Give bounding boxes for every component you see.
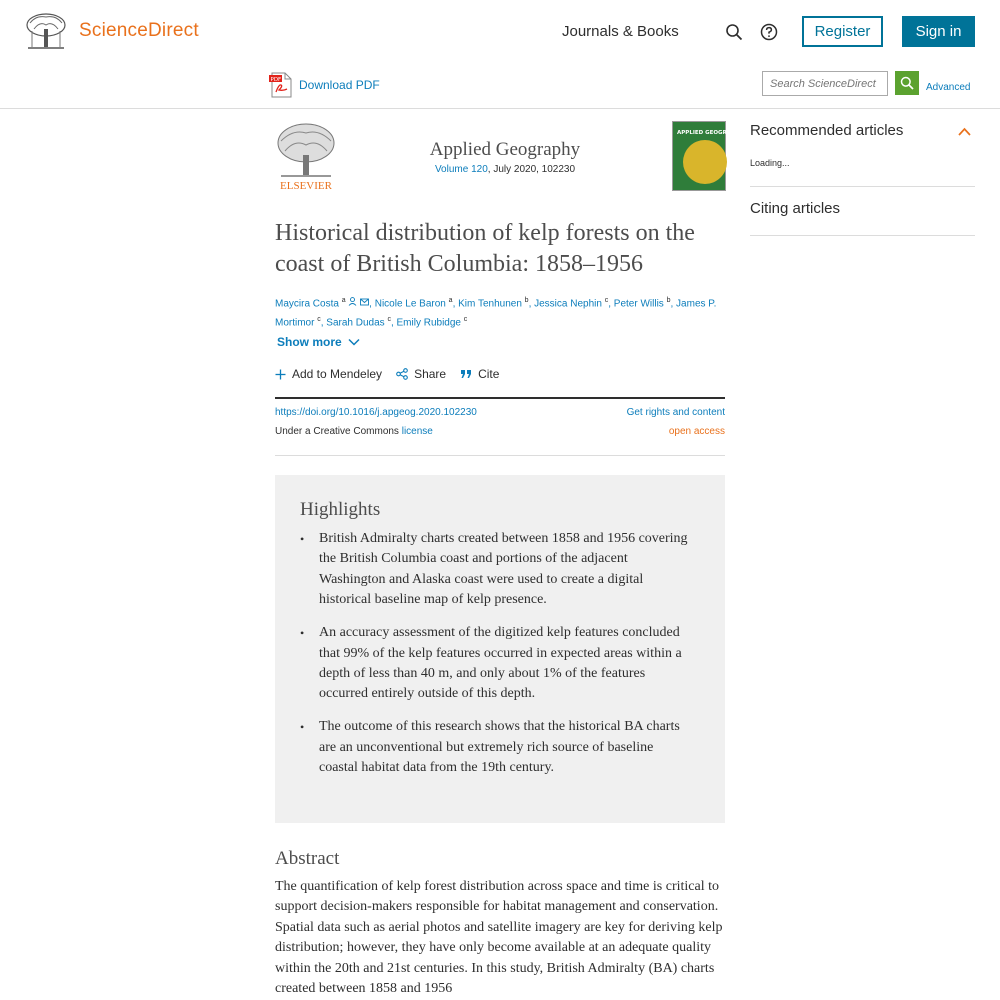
journal-title[interactable]: Applied Geography (429, 139, 581, 160)
author-link[interactable]: Maycira Costa (275, 298, 339, 310)
download-pdf-link[interactable]: Download PDF (299, 78, 380, 92)
author-link[interactable]: Nicole Le Baron (374, 298, 446, 310)
help-icon[interactable] (760, 23, 778, 41)
volume-details: , July 2020, 102230 (487, 164, 576, 175)
add-to-mendeley-label: Add to Mendeley (292, 367, 383, 381)
abstract-title: Abstract (275, 848, 340, 869)
author-link[interactable]: Peter Willis (613, 298, 664, 310)
person-icon[interactable] (348, 297, 357, 306)
author-affiliation[interactable]: a (341, 297, 346, 304)
svg-text:ELSEVIER: ELSEVIER (280, 180, 332, 192)
volume-link[interactable]: Volume 120 (434, 164, 488, 175)
recommended-articles-header[interactable] (750, 122, 975, 142)
quote-icon (460, 369, 472, 379)
highlights-title: Highlights (300, 499, 381, 520)
elsevier-tree-logo-icon[interactable] (24, 11, 68, 51)
author-link[interactable]: Kim Tenhunen (458, 298, 522, 310)
share-label: Share (414, 367, 447, 381)
highlight-item: • British Admiralty charts created between 1858 and 1956 covering the British Columbia coast and portions of the adjacent Washington and Alaska coast were used to create a digital historical baseline map of kelp presence. (300, 529, 695, 611)
cite-label: Cite (478, 367, 500, 381)
elsevier-tree-icon (275, 121, 337, 193)
author-affiliation[interactable]: b (524, 297, 529, 304)
share-button[interactable] (396, 367, 446, 381)
divider (750, 235, 975, 236)
article-toolbar (0, 64, 1000, 109)
top-header (0, 0, 1000, 64)
license-line (275, 426, 433, 437)
show-more-label: Show more (277, 335, 342, 349)
svg-text:APPLIED GEOGRAPHY: APPLIED GEOGRAPHY (677, 130, 744, 136)
author-link[interactable]: Jessica Nephin (534, 298, 602, 310)
register-button[interactable]: Register (802, 16, 883, 47)
sign-in-button[interactable]: Sign in (902, 16, 975, 47)
cite-button[interactable] (460, 367, 499, 381)
brand-logo-text[interactable]: ScienceDirect (79, 20, 199, 41)
chevron-up-icon[interactable] (958, 127, 971, 136)
license-link[interactable]: license (401, 426, 433, 437)
recommended-articles-title: Recommended articles (750, 122, 904, 139)
author-link[interactable]: Emily Rubidge (396, 317, 461, 329)
journal-cover-image[interactable] (672, 121, 744, 191)
author-link[interactable]: James P. Mortimor (275, 298, 717, 329)
search-submit-button[interactable] (895, 71, 919, 95)
doi-link[interactable]: https://doi.org/10.1016/j.apgeog.2020.102230 (275, 407, 477, 418)
show-more-button[interactable] (277, 335, 360, 349)
search-submit-icon (900, 76, 914, 90)
journals-books-link[interactable]: Journals & Books (562, 23, 679, 40)
article-actions (275, 367, 499, 381)
journal-cover-icon (673, 122, 744, 190)
article-title: Historical distribution of kelp forests on the coast of British Columbia: 1858–1956 (275, 220, 695, 277)
highlights-section (275, 475, 725, 823)
plus-icon (275, 369, 286, 380)
author-affiliation[interactable]: c (317, 316, 321, 324)
elsevier-logo[interactable] (275, 121, 337, 193)
highlight-item: • The outcome of this research shows that the historical BA charts are an unconventional but extremely rich source of baseline coastal habitat data from the 19th century. (300, 717, 695, 778)
share-icon (396, 368, 408, 380)
doi-block (275, 397, 725, 456)
email-icon[interactable] (360, 298, 369, 306)
loading-text: Loading... (750, 158, 790, 168)
abstract-text: The quantification of kelp forest distribution across space and time is critical to support decision-makers responsible for habitat management and conservation. Spatial data such as aerial photos and satellite imagery are key for deriving kelp distribution; however, they have only become available at an adequate quality within the 20th and 21st centuries. In this study, British Admiralty (BA) charts created between 1858 and 1956 (275, 879, 723, 997)
volume-info (392, 164, 618, 175)
author-affiliation[interactable]: c (604, 297, 609, 304)
pdf-icon[interactable] (269, 72, 293, 98)
get-rights-link[interactable]: Get rights and content (626, 407, 725, 418)
chevron-down-icon (348, 338, 360, 346)
highlight-item: • An accuracy assessment of the digitized kelp features concluded that 99% of the kelp features occurred in expected areas within a depth of less than 40 m, and only about 1% of the features occurred entirely outside of this depth. (300, 623, 695, 705)
add-to-mendeley-button[interactable] (275, 367, 382, 381)
author-affiliation[interactable]: c (463, 316, 468, 324)
search-input[interactable] (762, 71, 888, 96)
advanced-search-link[interactable]: Advanced (926, 82, 971, 93)
highlights-list (300, 529, 695, 778)
svg-text:PDF: PDF (270, 77, 282, 83)
author-affiliation[interactable]: a (448, 297, 453, 304)
author-affiliation[interactable]: b (666, 297, 671, 304)
author-link[interactable]: Sarah Dudas (326, 317, 385, 329)
open-access-badge: open access (668, 426, 725, 437)
search-icon[interactable] (725, 23, 743, 41)
divider (750, 186, 975, 187)
author-list: Maycira Costa $^a$ , Nicole Le Baron $^a$, Kim Tenhunen $^b$, Jessica Nephin $^c$, Peter Willis $^b$, James P. Mortimor $^c$, Sarah Dudas $^c$, Emily Rubidge $^c$ (275, 297, 717, 329)
citing-articles-header[interactable]: Citing articles (750, 200, 841, 217)
author-affiliation[interactable]: c (387, 316, 391, 324)
license-prefix: Under a Creative Commons (275, 426, 402, 437)
